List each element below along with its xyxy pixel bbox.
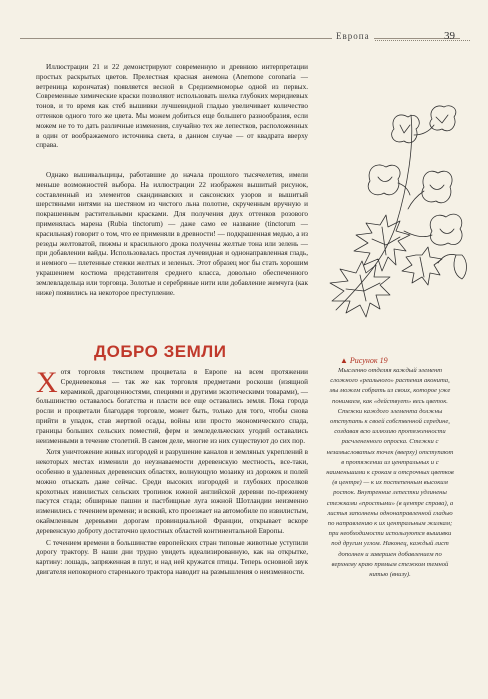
section-heading: ДОБРО ЗЕМЛИ bbox=[94, 342, 227, 361]
flower-mid-left bbox=[368, 165, 400, 195]
paragraph-5: С течением времени в большинстве европейских стран типовые животные уступили дорогу трактору. В наши дни трудно увидеть идеализированную, как на открытке, картину: лошадь, запряженная в плуг, и над ней кружатся птицы. Теперь основной звук двигателя непокорного старенького трактора наводит на размышления о неизменности. bbox=[36, 538, 308, 576]
flower-top-right bbox=[430, 106, 456, 131]
paragraph-1: Иллюстрации 21 и 22 демонстрируют современную и древнюю интерпретации простых раскрытых цветов. Прелестная красная анемона (Anemone coronaria — ветреница корончатая) появляется весной в Средиземноморье одной из первых. Современные химические краски позволяют использовать шелка глубоких меридиевых тонов, и то время как стеб вышивки лучшевидной гладью увеличивает количество оттенков одного того же цвета. Мы можем добиться еще большего разнообразия, если можем не то то дать различные изменения, случайно тех же лепестков, расположенных в один от воображаемого источника света, в данном случае — от квадрата вверху справа. bbox=[36, 63, 308, 150]
flower-top bbox=[392, 115, 420, 143]
flower-lower bbox=[430, 214, 462, 245]
paragraph-3-text: отя торговля текстилем процветала в Европе на всем протяжении Средневековья — так же как торговля предметами роскоши (изящной керамикой, драгоценностями, специями и другими экзотическими товарами), — большинство оставалось богатства и пласти все еще оставались земля. Пока города росли и процветали благодаря торговле, может быть, только для того, чтобы снова прийти в упадок, став жертвой осады, войны или просто экономического спада, границы больших сельских поместий, ферм и земледельческих угодий оставались неизменными в течение столетий. В самом деле, многие из них существуют до сих пор. bbox=[36, 368, 308, 445]
caption-title: ▲ Рисунок 19 bbox=[340, 356, 388, 365]
drop-cap: Х bbox=[36, 366, 58, 399]
header-rule bbox=[20, 38, 460, 39]
flower-mid-right bbox=[422, 171, 452, 203]
page-number: 39 bbox=[444, 30, 455, 42]
main-column-bottom bbox=[36, 368, 308, 578]
paragraph-3 bbox=[36, 368, 308, 446]
paragraph-2: Однако вышивальщицы, работавшие до начала прошлого тысячелетия, имели меньше возможностей выбора. На иллюстрации 22 изображен вышитый рисунок, составленный из элементов скандинавских и саксонских узоров и вышитый шерстяными нитями на шестяном из чистого льна полотне, скрученным вручную и покрашенным растительными красками. Для получения двух оттенков розового применялась марена (Rubia tinctorum) — даже само ее название (tinctorum — красильная) говорит о том, что ее применяли в древности! — подкрашенная медью, а из резеды желтоватой, пижмы и красильного дрока получены желтые тона или зелень — при добавлении вайды. Использовалась простая лучевидная и однонаправленная гладь, и немного — плетенные стежки желтых и зеленых. Этот образец мог бы стать хорошим украшением костюма представителя среднего класса, довольно обеспеченного землевладельца или торговца. Золотые и серебряные нити или добавление жемчуга (как ниже) появились на некоторое преступление. bbox=[36, 171, 308, 297]
aconite-illustration bbox=[316, 105, 476, 325]
section-label: Европа bbox=[332, 31, 374, 41]
main-column-top bbox=[36, 63, 308, 347]
leaf-2 bbox=[330, 261, 390, 317]
caption-body: Мысленно отделяя каждый элемент сложного «реального» растения аконита, мы можем собрать из своих, которое уже понимаем, как «действует» весь цветок. Стежки каждого элемента должны отступать к своей собственной середине, создавая всю иллюзию протяженности расчлененного опроска. Стежки с незамысловатых точек (вверху) отступают в протяжении из центральных и с наименьшими к срокам и отсрочных цветков (в центре) — к их постепенным высоким росток. Внутренние лепестки удлинены стежками «простыми» (в центре справа), а листья заполнены однонаправленной гладью по направлению к их центральным жилкам; при необходимости используются вышивки под другим углом. Наконец, каждый лист дополнен и завершен добавлением по верхнему краю прямым стежком темной нитью (внизу). bbox=[326, 367, 454, 579]
aconite-drawing bbox=[316, 105, 476, 325]
paragraph-4: Хотя уничтожение живых изгородей и разрушение каналов и земляных укреплений в некоторых местах изменили до неузнаваемости деревенскую местность, все-таки, особенно в удаленных деревенских областях, волнующую мозаику из дорожек и полей можно отыскать даже сейчас. Среди высоких изгородей и глубоких проселков крохотных извилистых сельских тропинок южной английской деревни по-прежнему пасутся стада; обширные пашни и пастбищные луга южной Шотландии неизменно изменились с течением времени; и всякий, кто проезжает на автомобиле по извилистым, окаймленным деревьями дорогам провинциальной Франции, открывает вскоре деревенскую доброту достаточно целостных областей континентальной Европы. bbox=[36, 448, 308, 535]
bud bbox=[454, 255, 467, 279]
